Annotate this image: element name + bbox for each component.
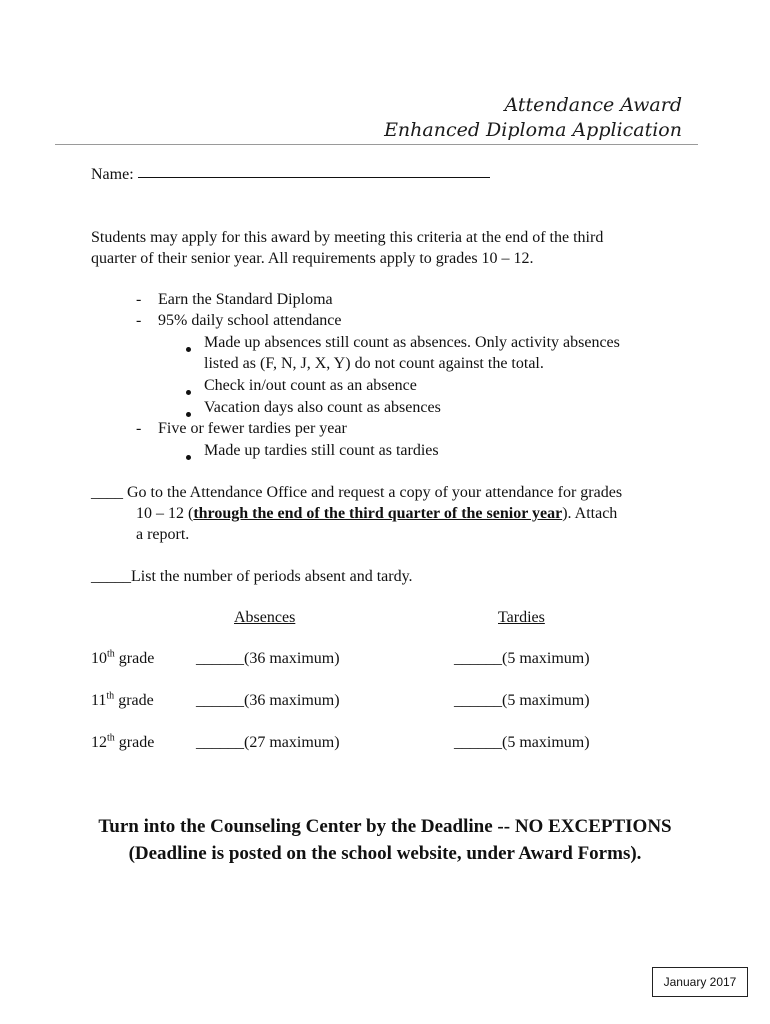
step-1-text: Go to the Attendance Office and request a copy of your attendance for grades — [123, 484, 623, 501]
tardies-blank[interactable]: ______ — [454, 734, 502, 751]
step-1-blank[interactable]: ____ — [91, 484, 123, 501]
requirement-tardies: Five or fewer tardies per year — [158, 420, 347, 437]
bullet-icon — [186, 340, 191, 358]
bullet-icon — [186, 383, 191, 401]
requirement-attendance: 95% daily school attendance — [158, 312, 342, 329]
step-1-line-3: a report. — [136, 526, 190, 543]
requirement-dash: - — [136, 312, 142, 329]
tardies-entry: ______(5 maximum) — [454, 734, 590, 751]
step-2-line — [91, 568, 413, 586]
absences-blank[interactable]: ______ — [196, 734, 244, 751]
intro-line-2: quarter of their senior year. All requirements apply to grades 10 – 12. — [91, 250, 534, 267]
grade-label: 11th grade — [91, 690, 154, 709]
step-2-text: List the number of periods absent and tardy. — [131, 568, 413, 585]
requirement-dash: - — [136, 291, 142, 308]
absences-blank[interactable]: ______ — [196, 650, 244, 667]
step-1-emphasis: through the end of the third quarter of the senior year — [193, 505, 563, 522]
requirement-dash: - — [136, 420, 142, 437]
document-subtitle: Enhanced Diploma Application — [384, 119, 682, 141]
absences-header: Absences — [234, 609, 296, 626]
deadline-notice: Turn into the Counseling Center by the Deadline -- NO EXCEPTIONS — [98, 816, 672, 837]
revision-date: January 2017 — [652, 967, 748, 997]
tardies-header: Tardies — [498, 609, 545, 626]
deadline-location: (Deadline is posted on the school website, under Award Forms). — [128, 843, 642, 864]
absences-blank[interactable]: ______ — [196, 692, 244, 709]
tardies-blank[interactable]: ______ — [454, 692, 502, 709]
absences-entry: ______(36 maximum) — [196, 692, 340, 709]
name-field[interactable] — [138, 177, 490, 178]
step-1-line-1 — [91, 484, 622, 502]
tardies-blank[interactable]: ______ — [454, 650, 502, 667]
sub-requirement-check-in-out: Check in/out count as an absence — [204, 377, 417, 394]
grade-label: 12th grade — [91, 732, 155, 751]
bullet-icon — [186, 448, 191, 466]
absences-entry: ______(27 maximum) — [196, 734, 340, 751]
tardies-entry: ______(5 maximum) — [454, 692, 590, 709]
sub-requirement-made-up-absences: Made up absences still count as absences. Only activity absences — [204, 334, 620, 351]
document-title: Attendance Award — [504, 94, 682, 116]
grade-label: 10th grade — [91, 648, 155, 667]
header-divider — [55, 144, 698, 145]
step-1-grades: 10 – 12 ( — [136, 505, 194, 522]
sub-requirement-activity-absences: listed as (F, N, J, X, Y) do not count against the total. — [204, 355, 544, 372]
step-2-blank[interactable]: _____ — [91, 568, 131, 585]
requirement-standard-diploma: Earn the Standard Diploma — [158, 291, 333, 308]
absences-entry: ______(36 maximum) — [196, 650, 340, 667]
sub-requirement-made-up-tardies: Made up tardies still count as tardies — [204, 442, 439, 459]
step-1-line-2 — [136, 505, 617, 523]
step-1-attach: ). Attach — [562, 505, 618, 522]
name-label: Name: — [91, 166, 134, 183]
sub-requirement-vacation-days: Vacation days also count as absences — [204, 399, 441, 416]
tardies-entry: ______(5 maximum) — [454, 650, 590, 667]
intro-line-1: Students may apply for this award by meeting this criteria at the end of the third — [91, 229, 604, 246]
